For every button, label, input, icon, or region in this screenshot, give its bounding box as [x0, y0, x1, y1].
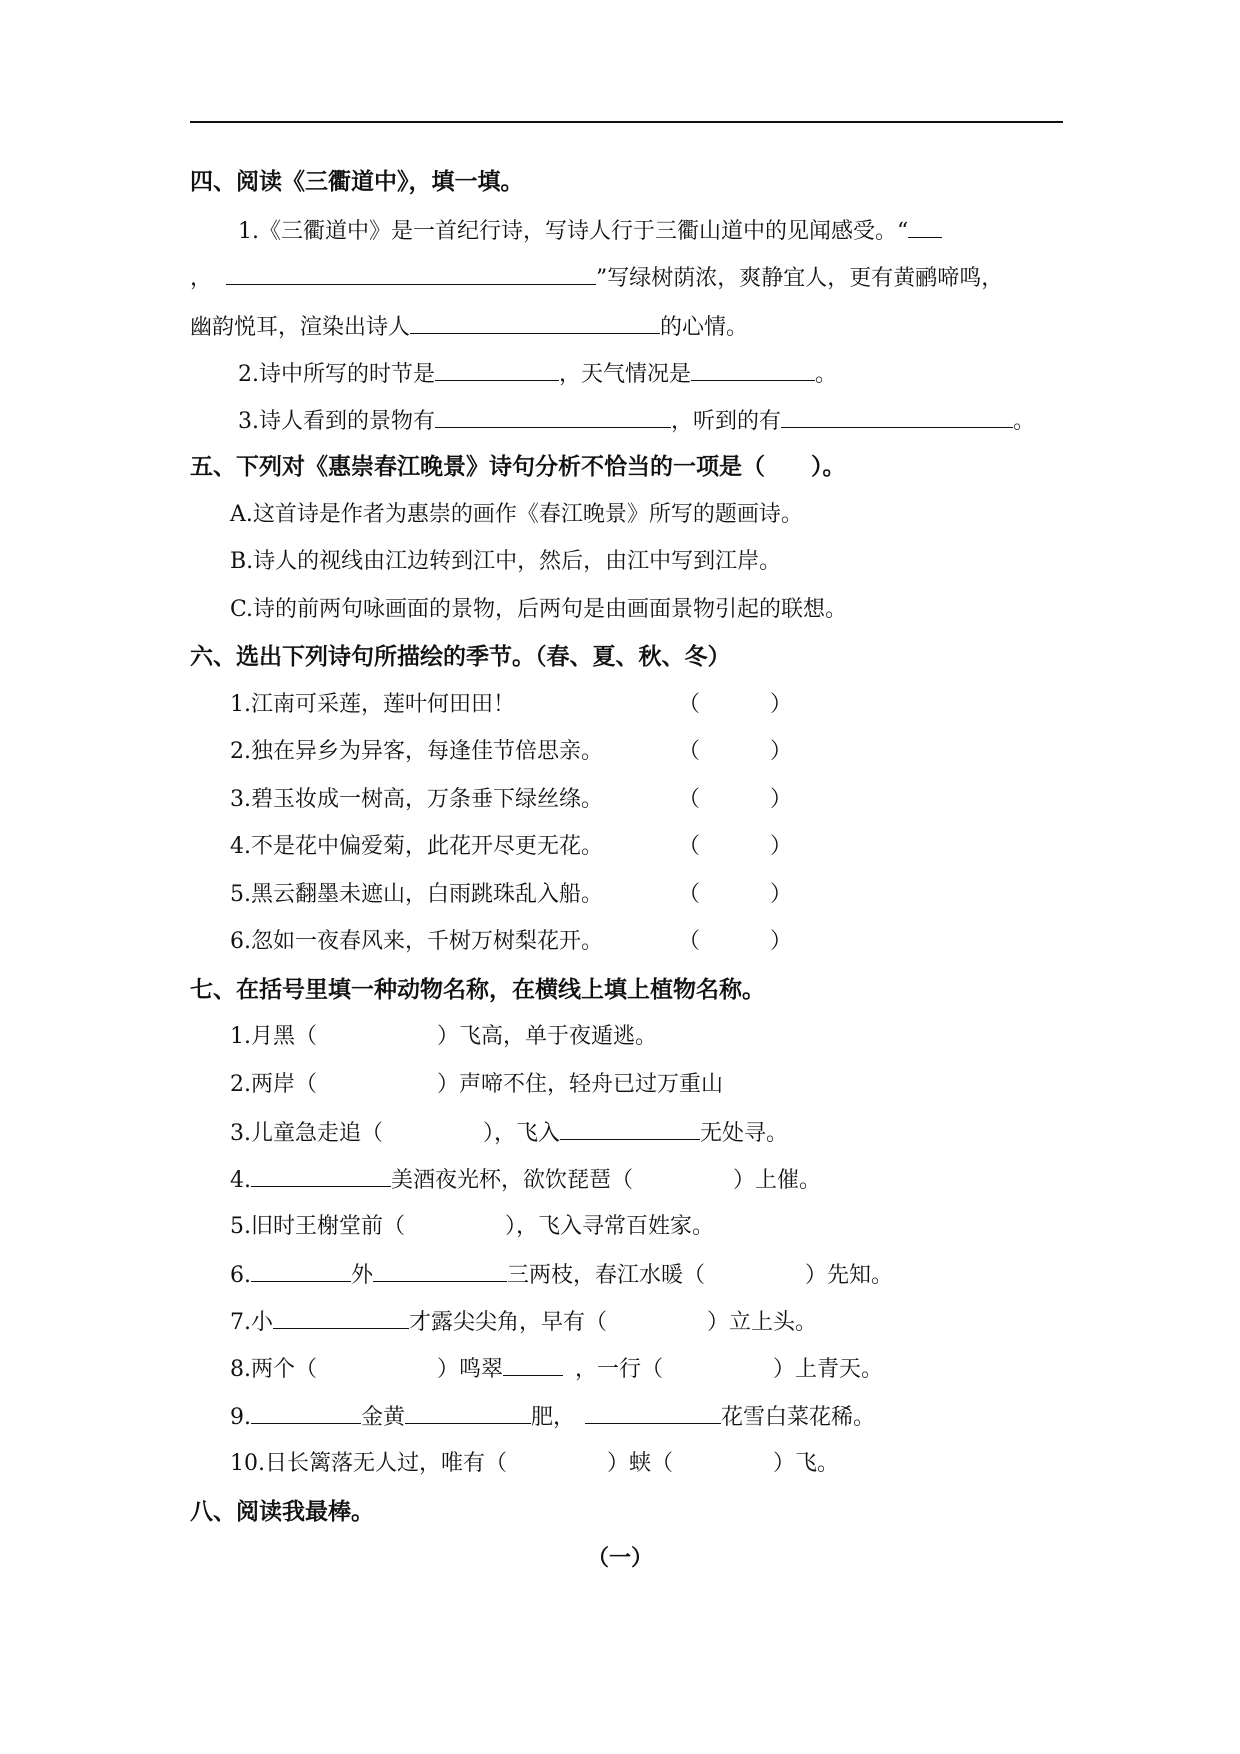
s6-answer-paren[interactable]: （ ）	[678, 882, 793, 907]
answer-blank[interactable]	[585, 1401, 721, 1424]
answer-blank[interactable]	[560, 1117, 700, 1140]
s5-option-a: A.这首诗是作者为惠崇的画作《春江晚景》所写的题画诗。	[230, 502, 803, 527]
answer-blank[interactable]	[503, 1353, 563, 1376]
s7-item-10: 10.日长篱落无人过，唯有（ ）蛱（ ）飞。	[230, 1451, 840, 1476]
s7-item-4: 4. 美酒夜光杯，欲饮琵琶（ ）上催。	[230, 1164, 821, 1196]
answer-blank[interactable]	[226, 262, 596, 285]
s4-q2-text: 2.诗中所写的时节是	[238, 362, 435, 387]
s4-q1-comma: ，	[190, 266, 213, 291]
s7-item-7: 7.小 才露尖尖角，早有（ ）立上头。	[230, 1306, 817, 1338]
s5-option-c: C.诗的前两句咏画面的景物，后两句是由画面景物引起的联想。	[230, 597, 848, 622]
answer-blank[interactable]	[691, 358, 815, 381]
s4-q3-text: 3.诗人看到的景物有	[238, 409, 435, 434]
answer-blank[interactable]	[435, 358, 559, 381]
s7-item-9: 9. 金黄 肥， 花雪白菜花稀。	[230, 1401, 875, 1433]
s6-item: 1.江南可采莲，莲叶何田田！	[230, 692, 515, 717]
s6-answer-paren[interactable]: （ ）	[678, 739, 793, 764]
answer-blank[interactable]	[251, 1164, 391, 1187]
section-5-title: 五、下列对《惠崇春江晚景》诗句分析不恰当的一项是（ ）。	[190, 454, 846, 480]
s7-item-6: 6. 外 三两枝，春江水暖（ ）先知。	[230, 1259, 893, 1291]
s7-item-5: 5.旧时王榭堂前（ ），飞入寻常百姓家。	[230, 1214, 715, 1239]
answer-blank[interactable]	[373, 1259, 507, 1282]
header-rule	[190, 121, 1063, 123]
s4-q1-text: 1.《三衢道中》是一首纪行诗，写诗人行于三衢山道中的见闻感受。“	[238, 219, 909, 244]
section-8-title: 八、阅读我最棒。	[190, 1499, 374, 1525]
answer-blank[interactable]	[405, 1401, 531, 1424]
s4-q3-text2: ，听到的有	[671, 409, 782, 434]
s6-item: 3.碧玉妆成一树高，万条垂下绿丝绦。	[230, 787, 603, 812]
subsection-title: （一）	[586, 1546, 653, 1571]
s7-item-1: 1.月黑（ ）飞高，单于夜遁逃。	[230, 1024, 658, 1049]
s4-q3-end: 。	[1013, 409, 1036, 434]
s4-q2-end: 。	[815, 362, 838, 387]
s4-q3	[238, 405, 1035, 437]
section-6-title: 六、选出下列诗句所描绘的季节。（春、夏、秋、冬）	[190, 644, 731, 670]
s4-q1-line3	[190, 311, 748, 343]
s5-option-b: B.诗人的视线由江边转到江中，然后，由江中写到江岸。	[230, 549, 782, 574]
s4-q1-end: 的心情。	[660, 315, 749, 340]
s4-q2-text2: ，天气情况是	[559, 362, 692, 387]
s7-item-3: 3.儿童急走追（ ），飞入 无处寻。	[230, 1117, 788, 1149]
s4-q1-line2	[190, 262, 1003, 294]
s6-item: 4.不是花中偏爱菊，此花开尽更无花。	[230, 834, 603, 859]
s6-item: 5.黑云翻墨未遮山，白雨跳珠乱入船。	[230, 882, 603, 907]
s6-answer-paren[interactable]: （ ）	[678, 834, 793, 859]
answer-blank[interactable]	[908, 215, 942, 238]
answer-blank[interactable]	[781, 405, 1013, 428]
s7-item-8: 8.两个（ ）鸣翠 ，一行（ ）上青天。	[230, 1353, 883, 1385]
answer-blank[interactable]	[273, 1306, 409, 1329]
s4-q1-text3: 幽韵悦耳，渲染出诗人	[190, 315, 411, 340]
s4-q1-text2: ”写绿树荫浓，爽静宜人，更有黄鹂啼鸣，	[596, 266, 1004, 291]
s6-answer-paren[interactable]: （ ）	[678, 787, 793, 812]
s4-q1-line1	[238, 215, 942, 247]
answer-blank[interactable]	[251, 1401, 361, 1424]
answer-blank[interactable]	[435, 405, 671, 428]
answer-blank[interactable]	[251, 1259, 351, 1282]
section-4-title: 四、阅读《三衢道中》，填一填。	[190, 169, 524, 195]
s7-item-2: 2.两岸（ ）声啼不住，轻舟已过万重山	[230, 1072, 724, 1097]
section-7-title: 七、在括号里填一种动物名称，在横线上填上植物名称。	[190, 977, 765, 1003]
s6-answer-paren[interactable]: （ ）	[678, 692, 793, 717]
s6-item: 2.独在异乡为异客，每逢佳节倍思亲。	[230, 739, 603, 764]
s6-answer-paren[interactable]: （ ）	[678, 929, 793, 954]
s4-q2	[238, 358, 837, 390]
s6-item: 6.忽如一夜春风来，千树万树梨花开。	[230, 929, 603, 954]
answer-blank[interactable]	[410, 311, 660, 334]
